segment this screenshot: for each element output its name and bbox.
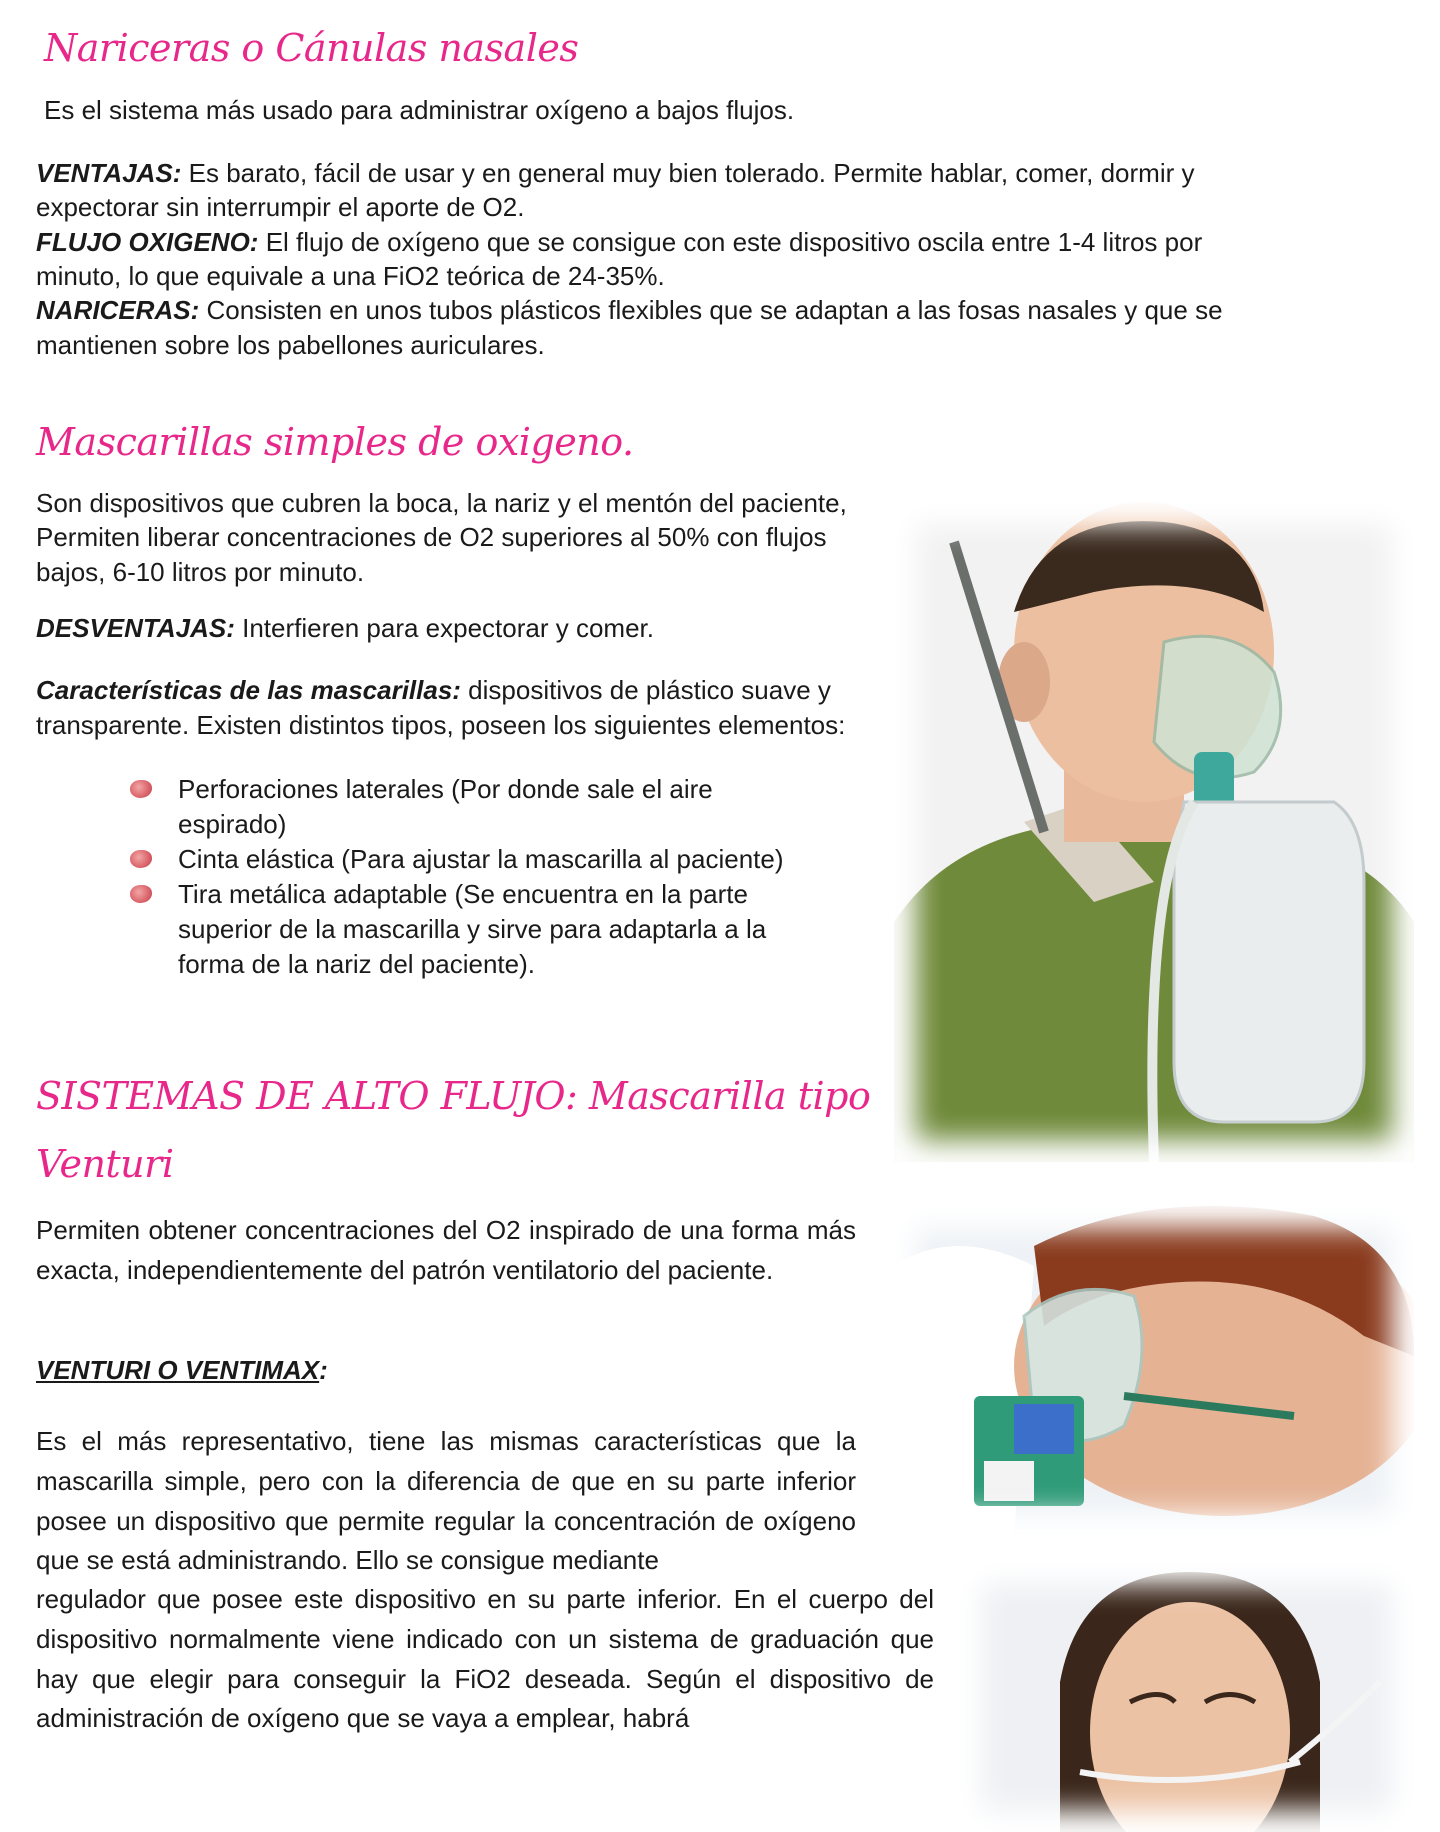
nasal-intro-text: Es el sistema más usado para administrar oxígeno a bajos flujos. <box>44 95 795 125</box>
photo-woman-with-venturi-mask <box>894 1206 1414 1536</box>
heading-nasal-cannulas: Nariceras o Cánulas nasales <box>44 26 579 70</box>
ventajas-paragraph <box>36 156 1292 225</box>
flujo-text: El flujo de oxígeno que se consigue con este dispositivo oscila entre 1-4 litros por minuto, lo que equivale a una FiO2 teórica de 24-35%. <box>36 226 1203 291</box>
venturi-heading-line <box>36 1352 328 1389</box>
bullet-icon <box>130 780 152 798</box>
nasal-details-block <box>36 156 1292 362</box>
desventajas-label: DESVENTAJAS: <box>36 612 235 643</box>
desventajas-paragraph <box>36 611 852 645</box>
photo-woman-with-nasal-cannula <box>960 1562 1414 1832</box>
venturi-mask-illustration <box>894 1206 1414 1536</box>
bullet-icon <box>130 850 152 868</box>
nasal-cannula-illustration <box>960 1562 1414 1832</box>
venturi-paragraph-wide: regulador que posee este dispositivo en su parte inferior. En el cuerpo del dispositivo normalmente viene indicado con un sistema de graduación que hay que elegir para conseguir la FiO2 deseada. Según el dispositivo de administración de oxígeno que se vaya a emplear, habrá <box>36 1584 934 1734</box>
venturi-paragraph-narrow: Es el más representativo, tiene las mismas características que la mascarilla simple, pero con la diferencia de que en su parte inferior posee un dispositivo que permite regular la concentración de oxígeno que se está administrando. Ello se consigue mediante <box>36 1426 856 1576</box>
flujo-label: FLUJO OXIGENO: <box>36 226 259 257</box>
ventajas-text: Es barato, fácil de usar y en general muy bien tolerado. Permite hablar, comer, dormir y expectorar sin interrumpir el aporte de O2. <box>36 158 1195 223</box>
nariceras-text: Consisten en unos tubos plásticos flexibles que se adaptan a las fosas nasales y que se mantienen sobre los pabellones auriculares. <box>36 295 1223 360</box>
nariceras-label: NARICERAS: <box>36 295 200 326</box>
man-mask-illustration <box>894 502 1414 1162</box>
heading-high-flow-line1: SISTEMAS DE ALTO FLUJO: Mascarilla tipo <box>36 1074 871 1118</box>
caracteristicas-paragraph <box>36 673 852 742</box>
list-item: Perforaciones laterales (Por donde sale el aire espirado) <box>130 772 810 842</box>
simple-masks-block <box>36 486 852 982</box>
venturi-colon: : <box>319 1355 328 1385</box>
ventajas-label: VENTAJAS: <box>36 158 182 188</box>
flujo-paragraph <box>36 225 1292 294</box>
bullet-icon <box>130 885 152 903</box>
heading-simple-masks: Mascarillas simples de oxigeno. <box>36 420 634 464</box>
high-flow-intro: Permiten obtener concentraciones del O2 inspirado de una forma más exacta, independientemente del patrón ventilatorio del paciente. <box>36 1215 856 1286</box>
nariceras-paragraph <box>36 293 1292 362</box>
heading-high-flow-line2: Venturi <box>36 1142 174 1186</box>
list-item: Cinta elástica (Para ajustar la mascarilla al paciente) <box>130 842 810 877</box>
simple-masks-intro: Son dispositivos que cubren la boca, la nariz y el mentón del paciente, Permiten liberar concentraciones de O2 superiores al 50% con flujos bajos, 6-10 litros por minuto. <box>36 488 847 587</box>
desventajas-text: Interfieren para expectorar y comer. <box>234 612 654 643</box>
mask-elements-list <box>130 772 810 983</box>
photo-man-with-oxygen-mask <box>894 502 1414 1162</box>
caracteristicas-label: Características de las mascarillas: <box>36 675 461 706</box>
list-item: Tira metálica adaptable (Se encuentra en la parte superior de la mascarilla y sirve para adaptarla a la forma de la nariz del paciente). <box>130 877 810 982</box>
caracteristicas-text: dispositivos de plástico suave y transparente. Existen distintos tipos, poseen los siguientes elementos: <box>36 675 846 740</box>
venturi-label: VENTURI O VENTIMAX <box>36 1355 320 1385</box>
